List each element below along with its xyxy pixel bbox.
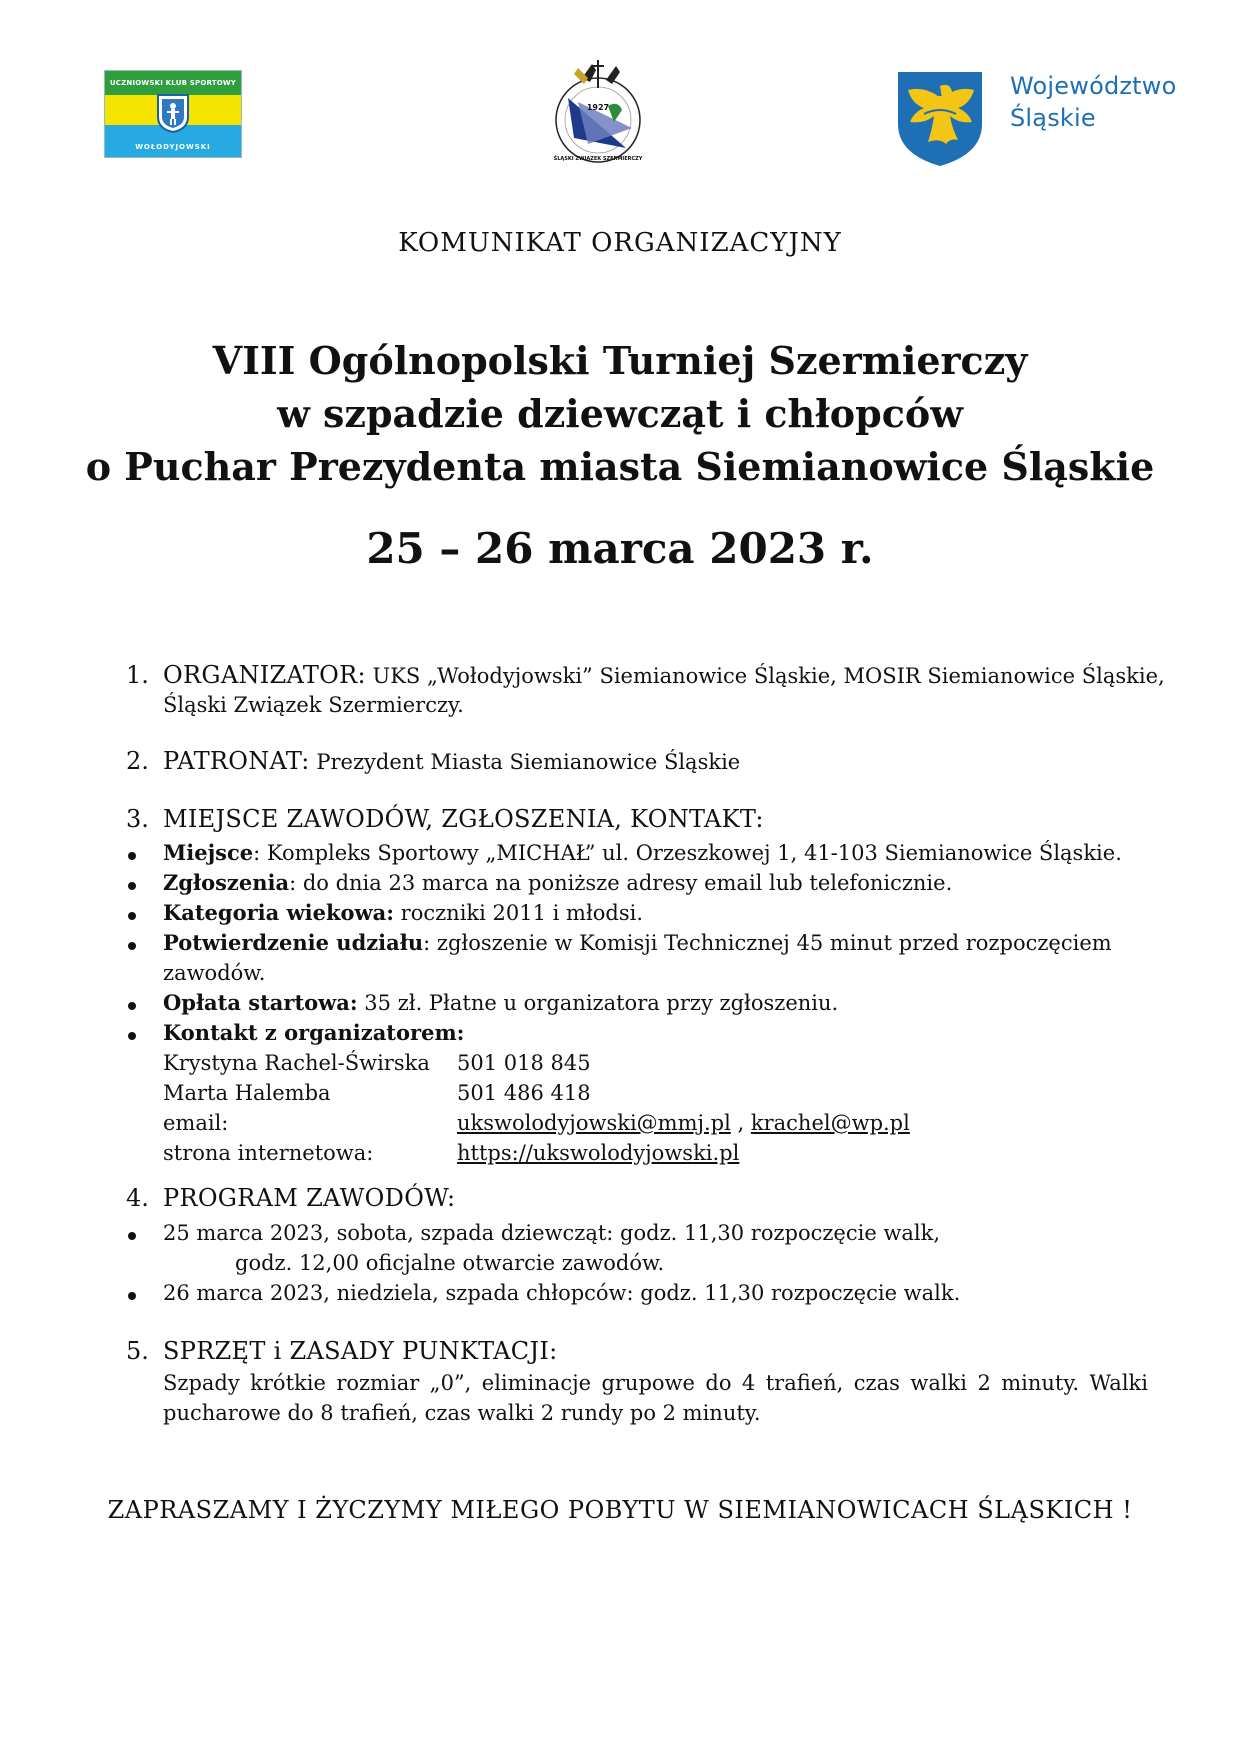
miejsce-label: Miejsce bbox=[163, 840, 254, 865]
title-line-3: o Puchar Prezydenta miasta Siemianowice Śląskie bbox=[85, 444, 1155, 489]
bullet-icon bbox=[128, 1032, 136, 1040]
section-4-number: 4. bbox=[126, 1184, 149, 1212]
bullet-icon bbox=[128, 852, 136, 860]
bullet-icon bbox=[128, 912, 136, 920]
uks-crest-icon bbox=[156, 93, 190, 133]
title-line-2: w szpadzie dziewcząt i chłopców bbox=[277, 391, 963, 436]
section-1-text-line-1: UKS „Wołodyjowski” Siemianowice Śląskie, MOSIR Siemianowice Śląskie, bbox=[365, 664, 1165, 688]
potwierdzenie-text-line-2: zawodów. bbox=[163, 961, 266, 985]
fencing-emblem-icon bbox=[548, 58, 648, 168]
contact-name: Marta Halemba bbox=[163, 1081, 331, 1105]
kategoria-text: roczniki 2011 i młodsi. bbox=[393, 901, 644, 925]
wojewodztwo-slaskie-logo bbox=[894, 68, 1194, 168]
contact-phone: 501 018 845 bbox=[457, 1051, 591, 1075]
section-3-zgloszenia bbox=[163, 868, 952, 898]
oplata-text: 35 zł. Płatne u organizatora przy zgłoszeniu. bbox=[357, 991, 839, 1015]
potwierdzenie-text-line-1: : zgłoszenie w Komisji Technicznej 45 minut przed rozpoczęciem bbox=[423, 931, 1112, 955]
wojewodztwo-slaskie-wordmark bbox=[1010, 70, 1177, 134]
section-3-potwierdzenie bbox=[163, 928, 1112, 958]
email-label: email: bbox=[163, 1111, 229, 1135]
uks-logo-top-text: UCZNIOWSKI KLUB SPORTOWY bbox=[105, 71, 241, 95]
woj-line-1: Województwo bbox=[1010, 72, 1177, 100]
komunikat-heading: KOMUNIKAT ORGANIZACYJNY bbox=[398, 228, 842, 258]
section-2-text: Prezydent Miasta Siemianowice Śląskie bbox=[309, 750, 741, 774]
kontakt-label: Kontakt z organizatorem: bbox=[163, 1020, 465, 1045]
section-1-text-line-2: Śląski Związek Szermierczy. bbox=[163, 693, 464, 717]
bullet-icon bbox=[128, 1232, 136, 1240]
email-link-krachel[interactable]: krachel@wp.pl bbox=[750, 1111, 910, 1135]
bullet-icon bbox=[128, 1292, 136, 1300]
section-2-patronat bbox=[163, 746, 740, 777]
event-date: 25 – 26 marca 2023 r. bbox=[366, 524, 874, 573]
kategoria-label: Kategoria wiekowa: bbox=[163, 900, 394, 925]
email-link-ukswolodyjowski[interactable]: ukswolodyjowski@mmj.pl bbox=[457, 1111, 731, 1135]
potwierdzenie-label: Potwierdzenie udziału bbox=[163, 930, 424, 955]
section-5-label: SPRZĘT i ZASADY PUNKTACJI: bbox=[163, 1337, 558, 1365]
section-3-oplata bbox=[163, 988, 838, 1018]
program-item-1-line-1: 25 marca 2023, sobota, szpada dziewcząt: godz. 11,30 rozpoczęcie walk, bbox=[163, 1221, 941, 1245]
email-separator: , bbox=[730, 1111, 751, 1135]
section-4-label: PROGRAM ZAWODÓW: bbox=[163, 1184, 456, 1212]
website-link[interactable]: https://ukswolodyjowski.pl bbox=[457, 1141, 740, 1165]
contact-phone: 501 486 418 bbox=[457, 1081, 591, 1105]
uks-logo-bottom-text: WOŁODYJOWSKI bbox=[105, 125, 241, 157]
silesian-eagle-icon bbox=[894, 68, 986, 168]
slaski-zwiazek-szermierczy-logo bbox=[548, 58, 648, 168]
contact-name: Krystyna Rachel-Świrska bbox=[163, 1051, 430, 1075]
section-3-kategoria bbox=[163, 898, 643, 928]
uks-wolodyjowski-logo bbox=[104, 70, 242, 158]
website-label: strona internetowa: bbox=[163, 1141, 374, 1165]
section-5-text-line-1: Szpady krótkie rozmiar „0”, eliminacje grupowe do 4 trafień, czas walki 2 minuty. Walki bbox=[163, 1371, 1148, 1395]
section-3-miejsce bbox=[163, 838, 1122, 868]
website-links bbox=[457, 1138, 739, 1168]
zgloszenia-label: Zgłoszenia bbox=[163, 870, 290, 895]
section-5-text-line-2: pucharowe do 8 trafień, czas walki 2 rundy po 2 minuty. bbox=[163, 1401, 761, 1425]
section-3-label: MIEJSCE ZAWODÓW, ZGŁOSZENIA, KONTAKT: bbox=[163, 805, 764, 833]
title-line-1: VIII Ogólnopolski Turniej Szermierczy bbox=[212, 338, 1028, 383]
section-1-organizator bbox=[163, 660, 1165, 691]
sfa-ring-text: ŚLĄSKI ZWIĄZEK SZERMIERCZY bbox=[553, 156, 643, 162]
section-3-kontakt bbox=[163, 1018, 464, 1048]
section-5-number: 5. bbox=[126, 1337, 149, 1365]
section-1-number: 1. bbox=[126, 661, 149, 689]
bullet-icon bbox=[128, 942, 136, 950]
section-2-label: PATRONAT: bbox=[163, 747, 310, 775]
closing-invitation: ZAPRASZAMY I ŻYCZYMY MIŁEGO POBYTU W SIEMIANOWICACH ŚLĄSKICH ! bbox=[107, 1496, 1133, 1524]
section-3-number: 3. bbox=[126, 805, 149, 833]
section-2-number: 2. bbox=[126, 747, 149, 775]
bullet-icon bbox=[128, 882, 136, 890]
email-links bbox=[457, 1108, 910, 1138]
program-item-1-line-2: godz. 12,00 oficjalne otwarcie zawodów. bbox=[235, 1251, 665, 1275]
miejsce-text: : Kompleks Sportowy „MICHAŁ” ul. Orzeszkowej 1, 41-103 Siemianowice Śląskie. bbox=[253, 841, 1122, 865]
woj-line-2: Śląskie bbox=[1010, 104, 1096, 132]
program-item-2: 26 marca 2023, niedziela, szpada chłopców: godz. 11,30 rozpoczęcie walk. bbox=[163, 1281, 961, 1305]
zgloszenia-text: : do dnia 23 marca na poniższe adresy email lub telefonicznie. bbox=[289, 871, 953, 895]
section-1-label: ORGANIZATOR: bbox=[163, 661, 366, 689]
bullet-icon bbox=[128, 1002, 136, 1010]
oplata-label: Opłata startowa: bbox=[163, 990, 358, 1015]
sfa-year: 1927 bbox=[586, 103, 610, 112]
